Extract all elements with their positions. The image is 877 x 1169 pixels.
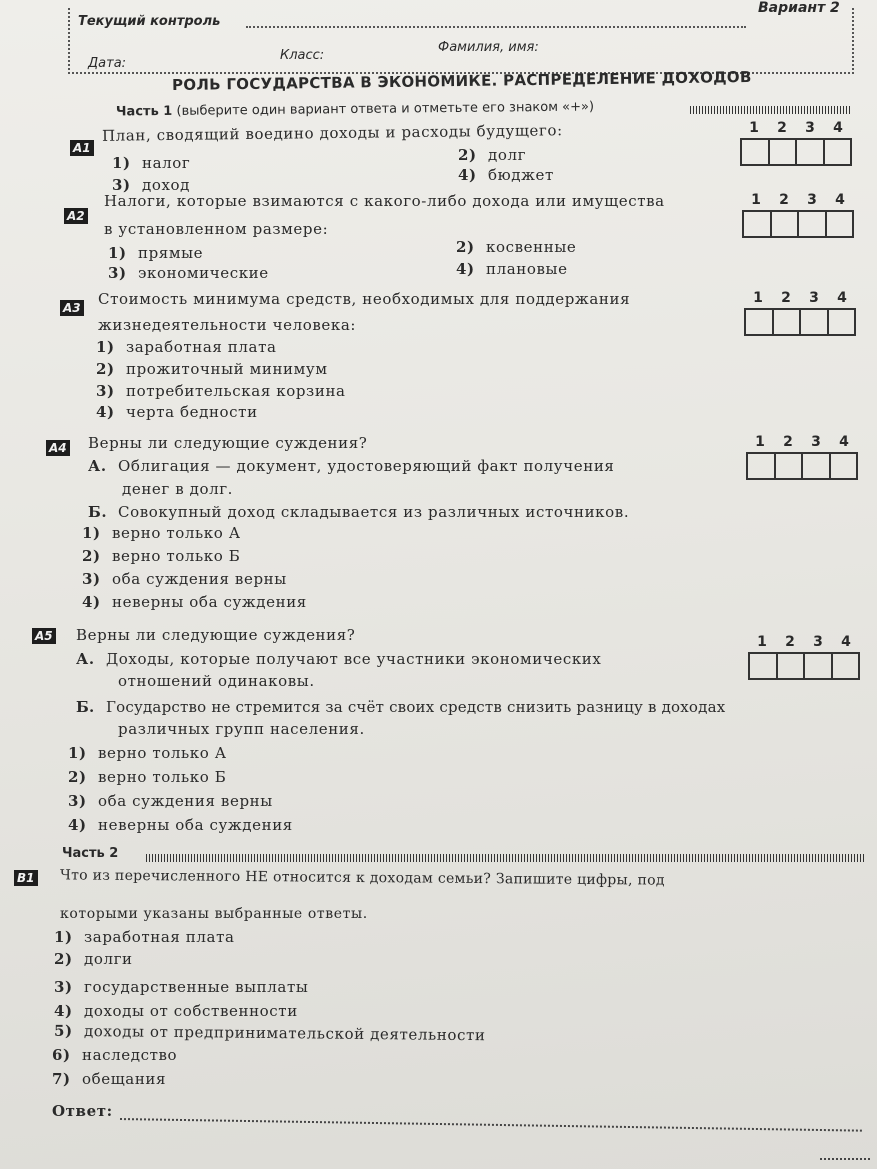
- option-b1-2: 2) долги: [54, 950, 133, 968]
- option-a3-3[interactable]: 3) потребительская корзина: [96, 382, 346, 400]
- statement-a5-b-line1: Б. Государство не стремится за счёт своих средств снизить разницу в доходах: [76, 698, 726, 716]
- option-a5-2[interactable]: 2) верно только Б: [68, 768, 227, 786]
- statement-a4-a-line1: А. Облигация — документ, удостоверяющий факт получения: [88, 457, 615, 475]
- question-a2-line2: в установленном размере:: [104, 220, 329, 238]
- date-label: Дата:: [88, 56, 127, 71]
- option-b1-3: 3) государственные выплаты: [54, 978, 309, 996]
- option-a4-2[interactable]: 2) верно только Б: [82, 547, 241, 565]
- question-tag-b1: В1: [14, 870, 38, 886]
- option-a3-1[interactable]: 1) заработная плата: [96, 338, 277, 356]
- answer-box-a2[interactable]: 1 2 3 4: [742, 192, 854, 238]
- option-a5-3[interactable]: 3) оба суждения верны: [68, 792, 273, 810]
- page-edge-dots: [820, 1158, 870, 1160]
- option-a4-4[interactable]: 4) неверны оба суждения: [82, 593, 307, 611]
- answer-box-a3[interactable]: 1 2 3 4: [744, 290, 856, 336]
- answer-box-a4[interactable]: 1 2 3 4: [746, 434, 858, 480]
- answer-box-a1[interactable]: 1 2 3 4: [740, 120, 852, 166]
- answer-label: Ответ:: [52, 1102, 113, 1120]
- question-a4-text: Верны ли следующие суждения?: [88, 434, 368, 452]
- question-tag-a4: А4: [46, 440, 70, 456]
- control-dotted-line: [246, 26, 746, 28]
- option-a1-1[interactable]: 1) налог: [112, 154, 191, 172]
- option-b1-1: 1) заработная плата: [54, 928, 235, 946]
- option-b1-6: 6) наследство: [52, 1046, 178, 1064]
- option-a3-4[interactable]: 4) черта бедности: [96, 403, 258, 421]
- option-a2-2[interactable]: 2) косвенные: [456, 238, 577, 256]
- option-b1-7: 7) обещания: [52, 1070, 167, 1088]
- part2-label: Часть 2: [62, 846, 119, 861]
- question-a3-line2: жизнедеятельности человека:: [98, 316, 357, 334]
- option-a2-4[interactable]: 4) плановые: [456, 260, 568, 278]
- class-label: Класс:: [280, 48, 325, 63]
- question-tag-a2: А2: [64, 208, 88, 224]
- question-a2-line1: Налоги, которые взимаются с какого-либо дохода или имущества: [104, 192, 665, 210]
- part1-label: Часть 1: [115, 103, 173, 120]
- name-label: Фамилия, имя:: [438, 40, 539, 55]
- option-a2-3[interactable]: 3) экономические: [108, 264, 269, 282]
- answer-input-line[interactable]: [120, 1118, 862, 1132]
- question-tag-a5: А5: [32, 628, 56, 644]
- option-a4-1[interactable]: 1) верно только А: [82, 524, 241, 542]
- answer-box-a5[interactable]: 1 2 3 4: [748, 634, 860, 680]
- question-b1-line2: которыми указаны выбранные ответы.: [60, 906, 368, 922]
- option-b1-4: 4) доходы от собственности: [54, 1002, 298, 1020]
- question-a5-text: Верны ли следующие суждения?: [76, 626, 356, 644]
- statement-a4-b: Б. Совокупный доход складывается из различных источников.: [88, 503, 630, 521]
- option-a5-4[interactable]: 4) неверны оба суждения: [68, 816, 293, 834]
- option-a4-3[interactable]: 3) оба суждения верны: [82, 570, 287, 588]
- control-label: Текущий контроль: [78, 14, 221, 29]
- option-a1-2[interactable]: 2) долг: [458, 146, 527, 164]
- page-title: РОЛЬ ГОСУДАРСТВА В ЭКОНОМИКЕ. РАСПРЕДЕЛЕНИЕ ДОХОДОВ: [171, 67, 752, 95]
- option-a2-1[interactable]: 1) прямые: [108, 244, 204, 262]
- statement-a5-a-line1: А. Доходы, которые получают все участники экономических: [76, 650, 602, 668]
- question-tag-a1: А1: [70, 140, 94, 156]
- option-a3-2[interactable]: 2) прожиточный минимум: [96, 360, 328, 378]
- question-tag-a3: А3: [60, 300, 84, 316]
- statement-a5-a-line2: отношений одинаковы.: [118, 672, 315, 690]
- part2-tick-line: [146, 854, 864, 862]
- option-b1-5: 5) доходы от предпринимательской деятельности: [53, 1021, 486, 1045]
- statement-a4-a-line2: денег в долг.: [122, 480, 234, 498]
- option-a1-4[interactable]: 4) бюджет: [458, 166, 554, 184]
- option-a1-3[interactable]: 3) доход: [112, 176, 190, 194]
- variant-label: Вариант 2: [758, 0, 840, 16]
- question-a3-line1: Стоимость минимума средств, необходимых для поддержания: [98, 290, 631, 308]
- question-b1-line1: Что из перечисленного НЕ относится к доходам семьи? Запишите цифры, под: [59, 867, 665, 889]
- part1-tick-line: [690, 106, 852, 114]
- part1-heading: [116, 99, 594, 119]
- part1-instruction: (выберите один вариант ответа и отметьте его знаком «+»): [176, 99, 595, 119]
- question-a1-text: План, сводящий воедино доходы и расходы будущего:: [101, 121, 563, 145]
- statement-a5-b-line2: различных групп населения.: [118, 720, 365, 738]
- option-a5-1[interactable]: 1) верно только А: [68, 744, 227, 762]
